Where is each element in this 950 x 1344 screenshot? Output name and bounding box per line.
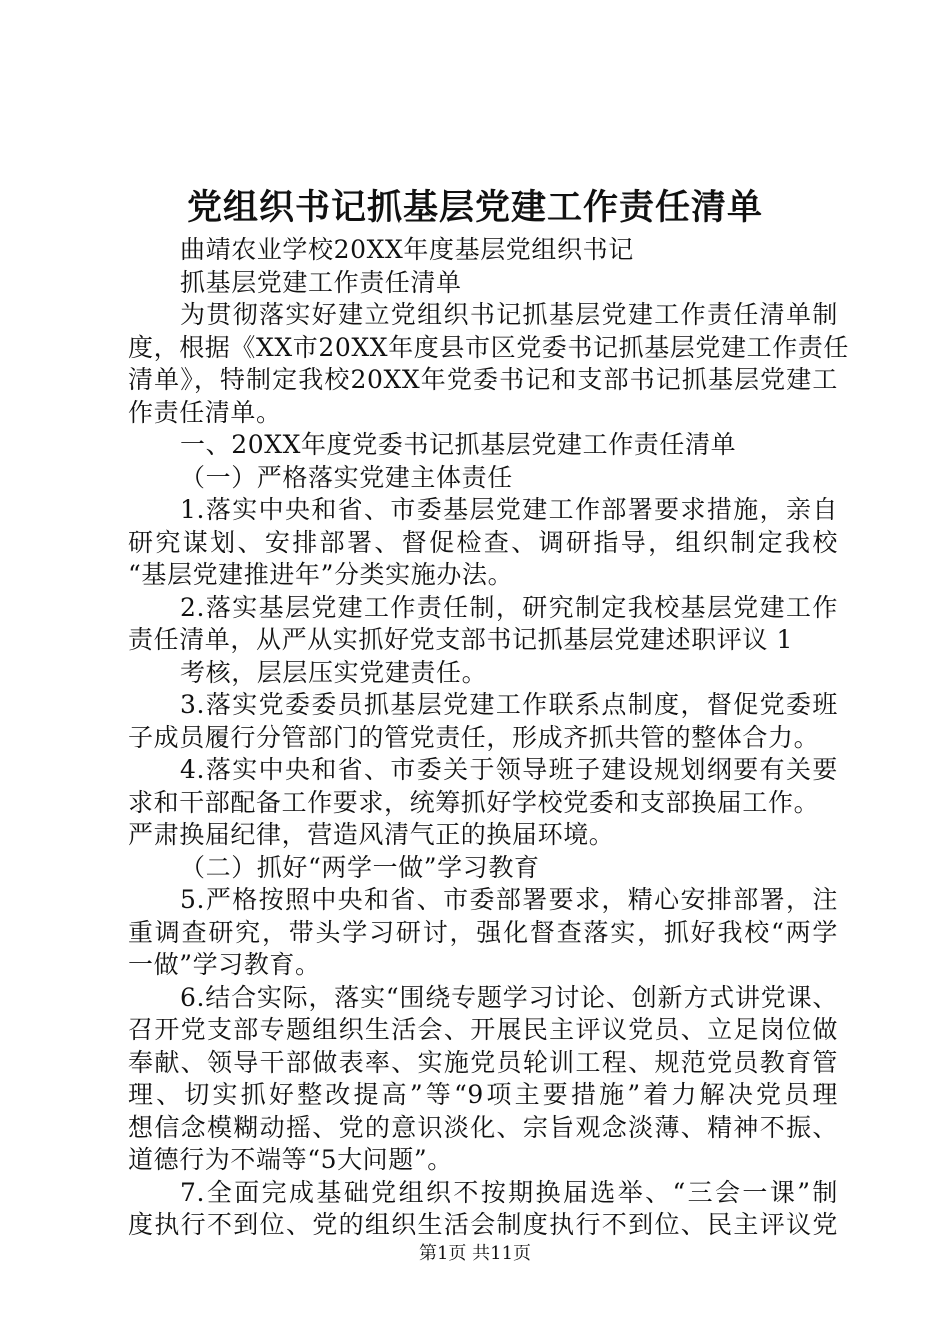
text-line: （二）抓好“两学一做”学习教育 bbox=[180, 852, 540, 882]
text-line: 奉献、领导干部做表率、实施党员轮训工程、规范党员教育管 bbox=[128, 1047, 838, 1077]
page-footer: 第1页 共11页 bbox=[418, 1243, 532, 1264]
text-line: 清单》，特制定我校20XX年党委书记和支部书记抓基层党建工 bbox=[128, 365, 838, 394]
text-line: 6.结合实际，落实“围绕专题学习讨论、创新方式讲党课、 bbox=[180, 982, 838, 1012]
text-line: 度，根据《XX市20XX年度县市区党委书记抓基层党建工作责任 bbox=[128, 332, 850, 362]
text-line: 责任清单，从严从实抓好党支部书记抓基层党建述职评议 1 bbox=[128, 625, 794, 654]
text-line: 4.落实中央和省、市委关于领导班子建设规划纲要有关要 bbox=[180, 755, 838, 784]
text-line: 2.落实基层党建工作责任制，研究制定我校基层党建工作 bbox=[180, 592, 838, 622]
text-line: 考核，层层压实党建责任。 bbox=[180, 657, 488, 687]
text-line: 作责任清单。 bbox=[128, 397, 282, 427]
text-line: 5.严格按照中央和省、市委部署要求，精心安排部署，注 bbox=[180, 885, 838, 914]
document-body bbox=[128, 234, 850, 1242]
text-line: 召开党支部专题组织生活会、开展民主评议党员、立足岗位做 bbox=[128, 1015, 838, 1044]
text-line: 道德行为不端等“5大问题”。 bbox=[128, 1145, 453, 1174]
text-line: 为贯彻落实好建立党组织书记抓基层党建工作责任清单制 bbox=[180, 300, 838, 329]
text-line: 求和干部配备工作要求，统筹抓好学校党委和支部换届工作。 bbox=[128, 787, 820, 817]
text-line: 曲靖农业学校20XX年度基层党组织书记 bbox=[180, 235, 634, 264]
text-line: 重调查研究，带头学习研讨，强化督查落实，抓好我校“两学 bbox=[128, 917, 838, 947]
text-line: 想信念模糊动摇、党的意识淡化、宗旨观念淡薄、精神不振、 bbox=[128, 1112, 838, 1142]
text-line: “基层党建推进年”分类实施办法。 bbox=[128, 560, 514, 589]
text-line: 严肃换届纪律，营造风清气正的换届环境。 bbox=[128, 820, 615, 849]
text-line: 度执行不到位、党的组织生活会制度执行不到位、民主评议党 bbox=[128, 1210, 838, 1239]
text-line: 7.全面完成基础党组织不按期换届选举、“三会一课”制 bbox=[180, 1177, 838, 1207]
text-line: （一）严格落实党建主体责任 bbox=[180, 462, 513, 492]
text-line: 3.落实党委委员抓基层党建工作联系点制度，督促党委班 bbox=[180, 690, 838, 719]
text-line: 一做”学习教育。 bbox=[128, 950, 321, 979]
text-line: 1.落实中央和省、市委基层党建工作部署要求措施，亲自 bbox=[180, 495, 838, 524]
document-title: 党组织书记抓基层党建工作责任清单 bbox=[186, 187, 763, 228]
text-line: 研究谋划、安排部署、督促检查、调研指导，组织制定我校 bbox=[128, 527, 838, 557]
text-line: 一、20XX年度党委书记抓基层党建工作责任清单 bbox=[180, 430, 737, 459]
text-line: 理、切实抓好整改提高”等“9项主要措施”着力解决党员理 bbox=[128, 1080, 838, 1109]
text-line: 子成员履行分管部门的管党责任，形成齐抓共管的整体合力。 bbox=[128, 722, 820, 752]
text-line: 抓基层党建工作责任清单 bbox=[180, 267, 462, 297]
